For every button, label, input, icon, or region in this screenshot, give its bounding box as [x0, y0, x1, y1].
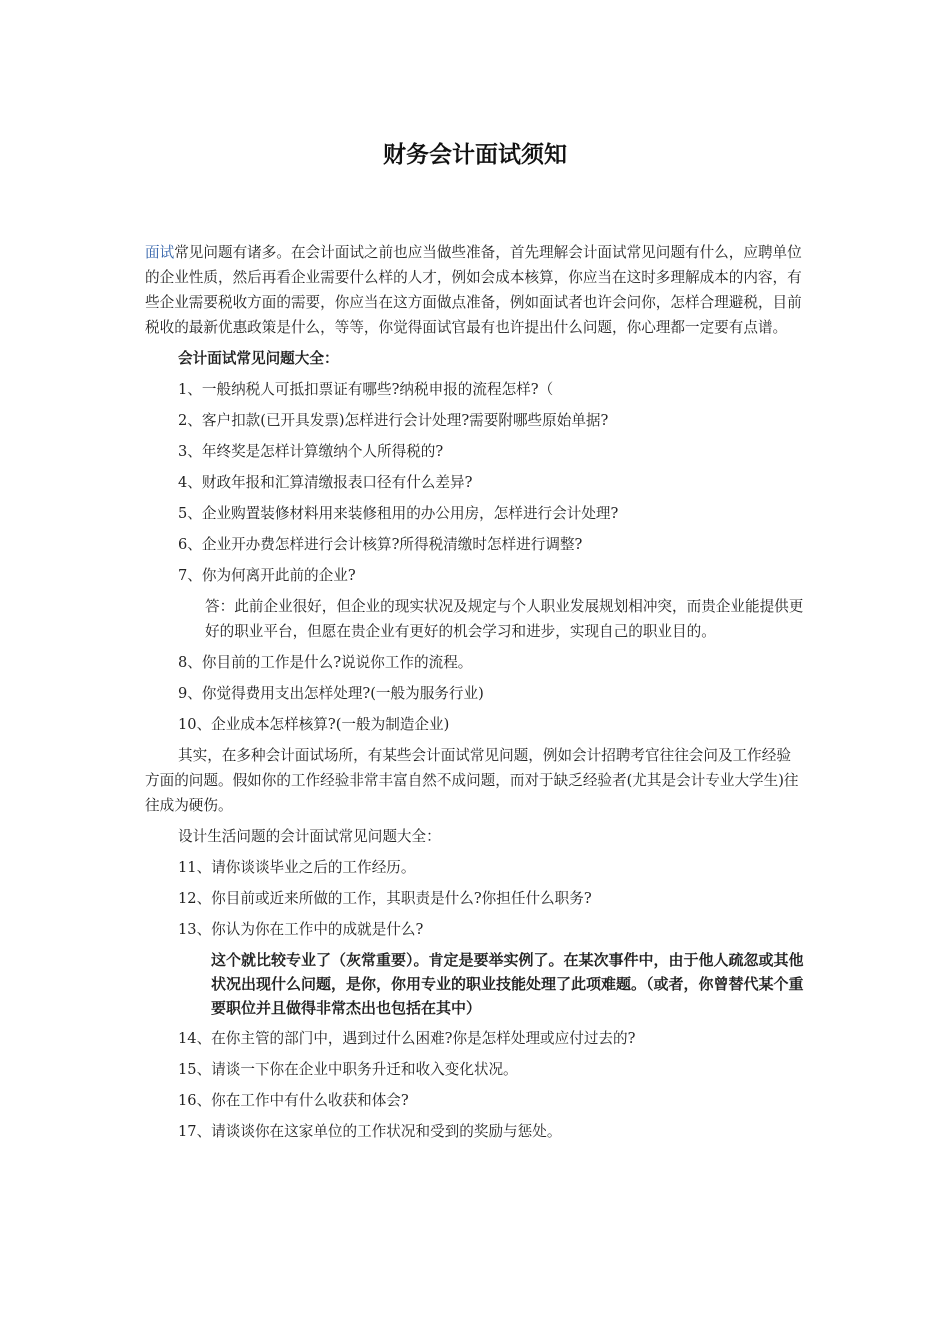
question-item: 4、财政年报和汇算清缴报表口径有什么差异? — [178, 474, 473, 491]
interview-link[interactable]: 面试 — [145, 244, 175, 261]
question-item: 9、你觉得费用支出怎样处理?(一般为服务行业) — [178, 685, 484, 702]
question-item: 8、你目前的工作是什么?说说你工作的流程。 — [178, 654, 473, 671]
answer-question-7: 答：此前企业很好，但企业的现实状况及规定与个人职业发展规划相冲突，而贵企业能提供更好的职业平台，但愿在贵企业有更好的机会学习和进步，实现自己的职业目的。 — [205, 598, 804, 640]
section-heading-common-questions: 会计面试常见问题大全： — [178, 350, 339, 367]
document-body — [145, 240, 805, 1150]
question-item: 13、你认为你在工作中的成就是什么? — [178, 921, 424, 938]
intro-text: 常见问题有诸多。在会计面试之前也应当做些准备，首先理解会计面试常见问题有什么，应聘单位的企业性质，然后再看企业需要什么样的人才，例如会成本核算，你应当在这时多理解成本的内容，有些企业需要税收方面的需要，你应当在这方面做点准备，例如面试者也许会问你，怎样合理避税，目前税收的最新优惠政策是什么，等等，你觉得面试官最有也许提出什么问题，你心理都一定要有点谱。 — [145, 244, 802, 336]
question-item: 16、你在工作中有什么收获和体会? — [178, 1092, 409, 1109]
answer-question-13: 这个就比较专业了（灰常重要）。肯定是要举实例了。在某次事件中，由于他人疏忽或其他状况出现什么问题，是你，你用专业的职业技能处理了此项难题。（或者，你曾替代某个重要职位并且做得非常杰出也包括在其中） — [211, 951, 804, 1017]
question-item: 17、请谈谈你在这家单位的工作状况和受到的奖励与惩处。 — [178, 1123, 562, 1140]
section-heading-life-questions: 设计生活问题的会计面试常见问题大全： — [178, 828, 441, 845]
question-item: 2、客户扣款(已开具发票)怎样进行会计处理?需要附哪些原始单据? — [178, 412, 609, 429]
question-item: 6、企业开办费怎样进行会计核算?所得税清缴时怎样进行调整? — [178, 536, 583, 553]
document-title: 财务会计面试须知 — [383, 142, 567, 168]
question-item: 14、在你主管的部门中，遇到过什么困难?你是怎样处理或应付过去的? — [178, 1030, 636, 1047]
question-item: 15、请谈一下你在企业中职务升迁和收入变化状况。 — [178, 1061, 518, 1078]
question-item: 12、你目前或近来所做的工作，其职责是什么?你担任什么职务? — [178, 890, 592, 907]
question-item: 7、你为何离开此前的企业? — [178, 567, 356, 584]
question-item: 1、一般纳税人可抵扣票证有哪些?纳税申报的流程怎样?（ — [178, 381, 554, 398]
question-item: 3、年终奖是怎样计算缴纳个人所得税的? — [178, 443, 444, 460]
question-item: 11、请你谈谈毕业之后的工作经历。 — [178, 859, 416, 876]
experience-paragraph: 其实，在多种会计面试场所，有某些会计面试常见问题，例如会计招聘考官往往会问及工作经验方面的问题。假如你的工作经验非常丰富自然不成问题，而对于缺乏经验者(尤其是会计专业大学生)往往成为硬伤。 — [145, 747, 799, 814]
intro-paragraph — [145, 240, 805, 340]
question-item: 10、企业成本怎样核算?(一般为制造企业) — [178, 716, 450, 733]
question-item: 5、企业购置装修材料用来装修租用的办公用房，怎样进行会计处理? — [178, 505, 619, 522]
